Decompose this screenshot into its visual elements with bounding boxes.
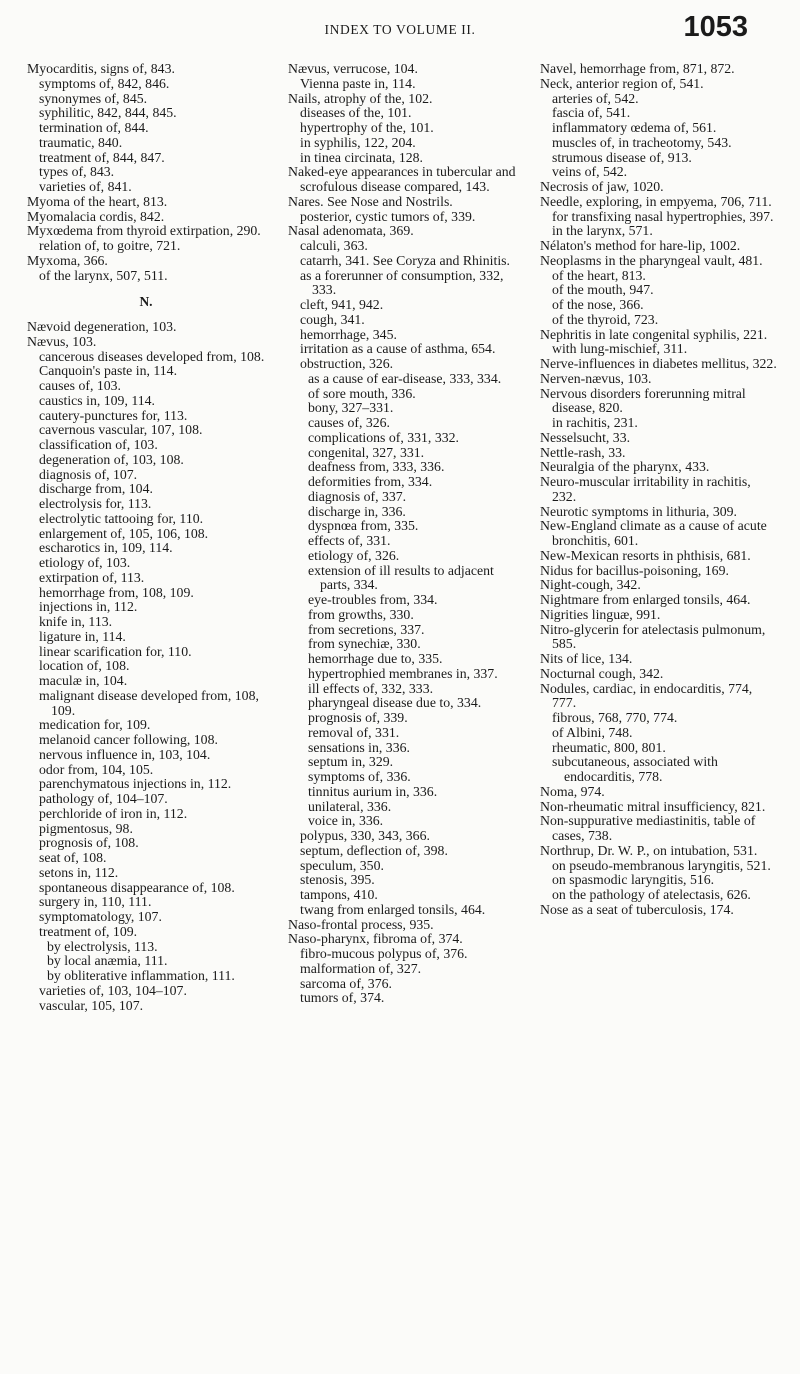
index-subentry: traumatic, 840. xyxy=(39,134,123,150)
index-subentry: extension of ill results to adjacent parts, 334. xyxy=(308,562,494,593)
index-subentry: degeneration of, 103, 108. xyxy=(39,451,184,467)
index-subentry: causes of, 326. xyxy=(308,415,390,430)
index-subentry: congenital, 327, 331. xyxy=(308,444,425,460)
index-subentry: sensations in, 336. xyxy=(308,739,410,755)
index-subentry: treatment of, 844, 847. xyxy=(39,149,165,165)
index-subentry: classification of, 103. xyxy=(39,437,158,452)
index-entry: Nettle-rash, 33. xyxy=(540,444,626,460)
index-entry: Myoma of the heart, 813. xyxy=(27,193,168,209)
index-subentry: syphilitic, 842, 844, 845. xyxy=(39,105,177,121)
index-subentry: diagnosis of, 337. xyxy=(308,488,407,504)
index-subentry: rheumatic, 800, 801. xyxy=(552,739,666,755)
index-subentry: electrolysis for, 113. xyxy=(39,496,152,511)
index-subentry: Vienna paste in, 114. xyxy=(300,75,416,91)
index-subentry: effects of, 331. xyxy=(308,533,391,548)
index-subentry: ligature in, 114. xyxy=(39,628,126,644)
index-subentry: from synechiæ, 330. xyxy=(308,636,421,652)
index-entry: Myxoma, 366. xyxy=(27,252,108,268)
index-subentry: in syphilis, 122, 204. xyxy=(300,134,416,150)
index-subentry: varieties of, 841. xyxy=(39,179,132,194)
index-entry: Nitro-glycerin for atelectasis pulmonum, 585. xyxy=(540,621,766,652)
index-subentry: unilateral, 336. xyxy=(308,798,392,814)
index-subentry: hemorrhage, 345. xyxy=(300,326,397,342)
index-entry: Nævoid degeneration, 103. xyxy=(27,319,177,334)
index-subentry: of the larynx, 507, 511. xyxy=(39,267,168,283)
index-subentry: bony, 327–331. xyxy=(308,400,394,416)
index-subentry: by local anæmia, 111. xyxy=(47,953,168,969)
index-subentry: knife in, 113. xyxy=(39,614,113,629)
index-subentry: treatment of, 109. xyxy=(39,923,138,939)
index-subentry: septum in, 329. xyxy=(308,754,394,770)
index-entry: Nephritis in late congenital syphilis, 221. xyxy=(540,326,768,342)
index-subentry: by obliterative inflammation, 111. xyxy=(47,968,235,983)
index-subentry: etiology of, 103. xyxy=(39,555,131,570)
index-subentry: hypertrophied membranes in, 337. xyxy=(308,665,498,681)
index-subentry: stenosis, 395. xyxy=(300,872,375,888)
index-entry: Neuro-muscular irritability in rachitis, 232. xyxy=(540,474,751,504)
index-subentry: caustics in, 109, 114. xyxy=(39,392,155,408)
index-entry: New-England climate as a cause of acute bronchitis, 601. xyxy=(540,518,767,548)
index-subentry: of the nose, 366. xyxy=(552,297,644,312)
index-entry: Neoplasms in the pharyngeal vault, 481. xyxy=(540,252,763,268)
index-subentry: cavernous vascular, 107, 108. xyxy=(39,422,203,438)
index-subentry: varieties of, 103, 104–107. xyxy=(39,982,187,998)
index-entry: Myomalacia cordis, 842. xyxy=(27,208,165,224)
page-header xyxy=(0,8,800,56)
index-subentry: sarcoma of, 376. xyxy=(300,975,392,991)
index-subentry: hemorrhage due to, 335. xyxy=(308,651,443,666)
index-entry: Nits of lice, 134. xyxy=(540,651,633,666)
index-subentry: Canquoin's paste in, 114. xyxy=(39,363,178,379)
index-entry: Nocturnal cough, 342. xyxy=(540,665,664,681)
index-subentry: fibro-mucous polypus of, 376. xyxy=(300,946,468,961)
index-subentry: for transfixing nasal hypertrophies, 397. xyxy=(552,208,774,224)
index-subentry: from growths, 330. xyxy=(308,606,414,622)
index-subentry: parenchymatous injections in, 112. xyxy=(39,776,232,792)
index-subentry: enlargement of, 105, 106, 108. xyxy=(39,525,209,541)
index-subentry: injections in, 112. xyxy=(39,599,138,615)
index-entry: Nervous disorders forerunning mitral disease, 820. xyxy=(540,385,746,416)
index-subentry: location of, 108. xyxy=(39,658,130,674)
index-subentry: calculi, 363. xyxy=(300,238,368,253)
index-subentry: prognosis of, 108. xyxy=(39,835,139,851)
index-subentry: discharge in, 336. xyxy=(308,503,406,519)
index-subentry: ill effects of, 332, 333. xyxy=(308,680,434,696)
index-subentry: deafness from, 333, 336. xyxy=(308,459,445,475)
index-subentry: of the mouth, 947. xyxy=(552,282,654,298)
index-subentry: extirpation of, 113. xyxy=(39,569,145,585)
index-subentry: deformities from, 334. xyxy=(308,474,433,489)
index-entry: Necrosis of jaw, 1020. xyxy=(540,179,664,194)
index-subentry: removal of, 331. xyxy=(308,724,400,740)
index-column-1 xyxy=(27,62,265,1013)
index-entry: Nightmare from enlarged tonsils, 464. xyxy=(540,592,751,607)
index-subentry: in tinea circinata, 128. xyxy=(300,149,423,165)
index-subentry: tumors of, 374. xyxy=(300,990,385,1006)
index-entry: Northrup, Dr. W. P., on intubation, 531. xyxy=(540,842,758,858)
index-subentry: melanoid cancer following, 108. xyxy=(39,732,218,747)
index-subentry: diagnosis of, 107. xyxy=(39,466,138,482)
index-entry: Nodules, cardiac, in endocarditis, 774, 777. xyxy=(540,680,753,711)
index-subentry: fibrous, 768, 770, 774. xyxy=(552,710,678,725)
index-subentry: complications of, 331, 332. xyxy=(308,429,459,445)
index-subentry: spontaneous disappearance of, 108. xyxy=(39,879,235,895)
index-entry: Nigrities linguæ, 991. xyxy=(540,606,661,622)
index-entry: Myxœdema from thyroid extirpation, 290. xyxy=(27,223,261,239)
index-entry: Nails, atrophy of the, 102. xyxy=(288,90,433,106)
index-subentry: hypertrophy of the, 101. xyxy=(300,120,434,135)
index-entry: Nævus, verrucose, 104. xyxy=(288,61,418,76)
index-subentry: from secretions, 337. xyxy=(308,621,425,637)
index-entry: Naso-frontal process, 935. xyxy=(288,916,434,932)
index-subentry: of the thyroid, 723. xyxy=(552,311,659,327)
index-entry: Nesselsucht, 33. xyxy=(540,429,631,445)
index-subentry: symptoms of, 336. xyxy=(308,769,411,784)
index-subentry: electrolytic tattooing for, 110. xyxy=(39,510,204,526)
index-subentry: odor from, 104, 105. xyxy=(39,761,154,777)
index-entry: Non-rheumatic mitral insufficiency, 821. xyxy=(540,798,766,814)
index-entry: Nerve-influences in diabetes mellitus, 322. xyxy=(540,356,777,371)
index-subentry: fascia of, 541. xyxy=(552,105,631,121)
index-entry: Neck, anterior region of, 541. xyxy=(540,75,704,91)
index-subentry: septum, deflection of, 398. xyxy=(300,842,448,858)
index-subentry: cautery-punctures for, 113. xyxy=(39,407,188,423)
index-subentry: relation of, to goitre, 721. xyxy=(39,238,181,253)
index-entry: Nélaton's method for hare-lip, 1002. xyxy=(540,238,741,253)
index-entry: Navel, hemorrhage from, 871, 872. xyxy=(540,61,735,76)
index-subentry: subcutaneous, associated with endocarditis, 778. xyxy=(552,754,718,784)
index-subentry: synonymes of, 845. xyxy=(39,90,148,106)
index-entry: Night-cough, 342. xyxy=(540,577,641,593)
index-subentry: hemorrhage from, 108, 109. xyxy=(39,584,194,600)
index-subentry: vascular, 105, 107. xyxy=(39,997,144,1013)
index-subentry: cancerous diseases developed from, 108. xyxy=(39,348,265,364)
index-entry: Myocarditis, signs of, 843. xyxy=(27,61,175,76)
index-subentry: on spasmodic laryngitis, 516. xyxy=(552,872,715,888)
index-subentry: pigmentosus, 98. xyxy=(39,820,133,836)
index-column-3 xyxy=(540,62,778,918)
index-subentry: escharotics in, 109, 114. xyxy=(39,540,173,556)
index-subentry: as a cause of ear-disease, 333, 334. xyxy=(308,370,502,386)
index-column-2 xyxy=(288,62,526,1006)
index-subentry: veins of, 542. xyxy=(552,164,628,180)
index-subentry: of Albini, 748. xyxy=(552,724,633,740)
index-subentry: inflammatory œdema of, 561. xyxy=(552,120,717,135)
index-subentry: maculæ in, 104. xyxy=(39,673,128,688)
running-title: INDEX TO VOLUME II. xyxy=(324,22,476,37)
index-subentry: muscles of, in tracheotomy, 543. xyxy=(552,134,732,150)
index-entry: Neurotic symptoms in lithuria, 309. xyxy=(540,503,737,519)
index-subentry: irritation as a cause of asthma, 654. xyxy=(300,341,496,357)
index-subentry: malformation of, 327. xyxy=(300,960,422,976)
index-entry: Nose as a seat of tuberculosis, 174. xyxy=(540,901,734,917)
index-subentry: speculum, 350. xyxy=(300,857,384,873)
index-entry: Needle, exploring, in empyema, 706, 711. xyxy=(540,193,772,209)
index-entry: Neuralgia of the pharynx, 433. xyxy=(540,459,710,475)
index-subentry: in rachitis, 231. xyxy=(552,415,638,430)
index-subentry: of sore mouth, 336. xyxy=(308,385,416,401)
index-subentry: posterior, cystic tumors of, 339. xyxy=(300,208,476,224)
index-subentry: setons in, 112. xyxy=(39,864,119,880)
index-subentry: as a forerunner of consumption, 332, 333. xyxy=(300,267,504,298)
index-subentry: symptomatology, 107. xyxy=(39,909,162,924)
index-entry: Naso-pharynx, fibroma of, 374. xyxy=(288,931,463,947)
index-entry: Nidus for bacillus-poisoning, 169. xyxy=(540,562,729,578)
index-subentry: nervous influence in, 103, 104. xyxy=(39,746,211,762)
index-subentry: pharyngeal disease due to, 334. xyxy=(308,695,482,711)
index-subentry: symptoms of, 842, 846. xyxy=(39,75,170,91)
index-subentry: eye-troubles from, 334. xyxy=(308,592,438,607)
index-subentry: perchloride of iron in, 112. xyxy=(39,805,188,821)
index-entry: Nerven-nævus, 103. xyxy=(540,370,652,386)
index-subentry: termination of, 844. xyxy=(39,120,149,135)
index-entry: Nares. See Nose and Nostrils. xyxy=(288,193,453,209)
index-subentry: malignant disease developed from, 108, 109. xyxy=(39,687,259,718)
index-subentry: catarrh, 341. See Coryza and Rhinitis. xyxy=(300,252,510,268)
index-subentry: voice in, 336. xyxy=(308,813,384,829)
index-entry: Nasal adenomata, 369. xyxy=(288,223,414,239)
index-subentry: causes of, 103. xyxy=(39,378,121,393)
index-entry: Noma, 974. xyxy=(540,783,605,799)
index-subentry: on pseudo-membranous laryngitis, 521. xyxy=(552,857,771,873)
index-subentry: diseases of the, 101. xyxy=(300,105,412,121)
index-subentry: obstruction, 326. xyxy=(300,356,394,371)
index-subentry: etiology of, 326. xyxy=(308,547,400,563)
index-subentry: by electrolysis, 113. xyxy=(47,938,158,954)
index-subentry: cleft, 941, 942. xyxy=(300,297,384,312)
index-subentry: linear scarification for, 110. xyxy=(39,643,192,659)
index-subentry: in the larynx, 571. xyxy=(552,223,653,239)
index-subentry: cough, 341. xyxy=(300,311,365,327)
index-entry: Naked-eye appearances in tubercular and scrofulous disease compared, 143. xyxy=(288,164,516,194)
index-entry: New-Mexican resorts in phthisis, 681. xyxy=(540,547,751,563)
index-entry: Nævus, 103. xyxy=(27,333,97,349)
page-number: 1053 xyxy=(683,11,748,43)
index-subentry: seat of, 108. xyxy=(39,850,107,865)
section-letter: N. xyxy=(139,294,153,310)
index-subentry: prognosis of, 339. xyxy=(308,710,408,725)
index-subentry: tinnitus aurium in, 336. xyxy=(308,783,438,799)
index-subentry: medication for, 109. xyxy=(39,717,151,733)
index-subentry: pathology of, 104–107. xyxy=(39,791,168,806)
index-subentry: polypus, 330, 343, 366. xyxy=(300,828,430,843)
index-subentry: dyspnœa from, 335. xyxy=(308,518,419,534)
index-entry: Non-suppurative mediastinitis, table of cases, 738. xyxy=(540,813,756,843)
index-subentry: types of, 843. xyxy=(39,164,115,180)
index-subentry: on the pathology of atelectasis, 626. xyxy=(552,887,751,902)
index-subentry: arteries of, 542. xyxy=(552,90,639,106)
index-subentry: of the heart, 813. xyxy=(552,267,646,283)
index-subentry: discharge from, 104. xyxy=(39,481,153,497)
index-subentry: surgery in, 110, 111. xyxy=(39,894,152,910)
index-subentry: with lung-mischief, 311. xyxy=(552,341,688,357)
index-subentry: tampons, 410. xyxy=(300,887,378,902)
index-subentry: twang from enlarged tonsils, 464. xyxy=(300,901,486,917)
index-subentry: strumous disease of, 913. xyxy=(552,149,692,165)
